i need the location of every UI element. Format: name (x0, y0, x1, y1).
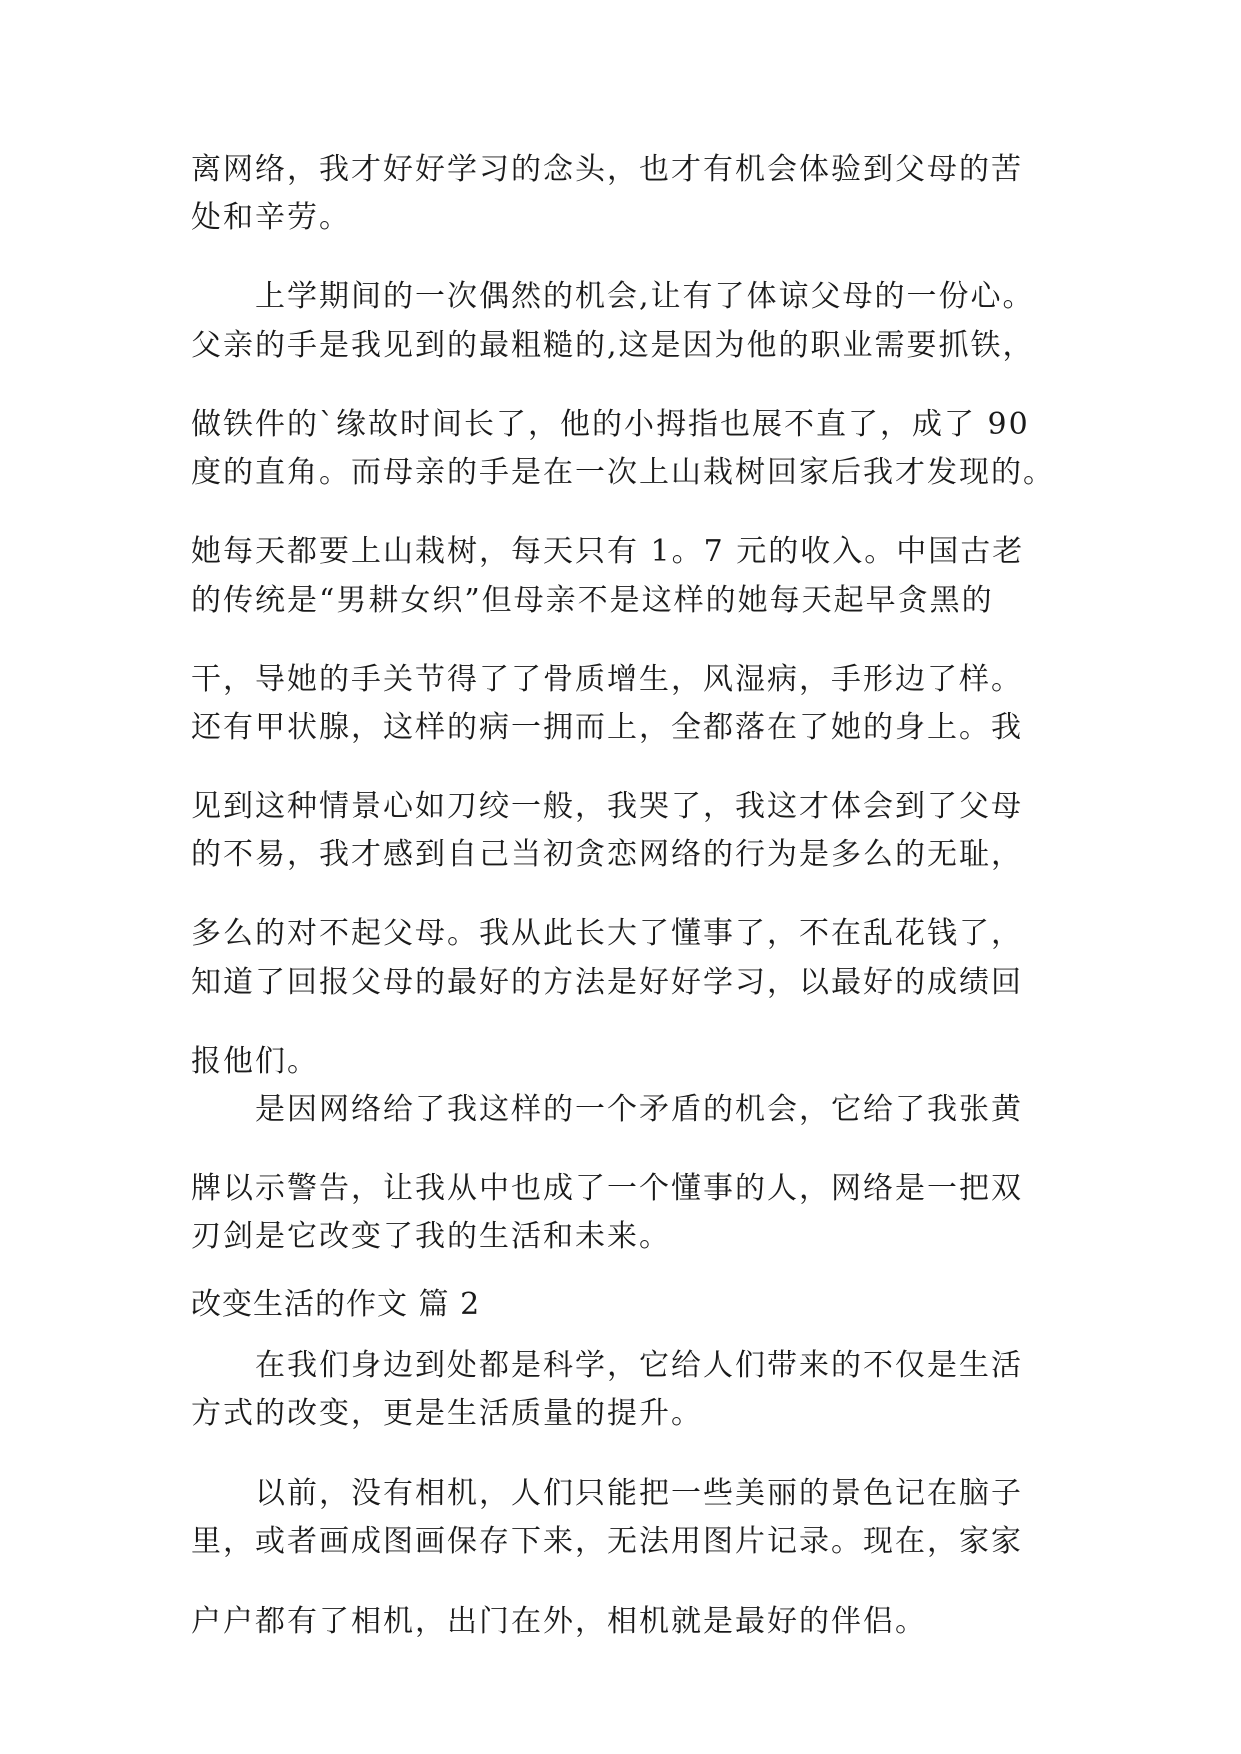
text-line: 户户都有了相机，出门在外，相机就是最好的伴侣。 (191, 1604, 927, 1639)
text-line: 父亲的手是我见到的最粗糙的,这是因为他的职业需要抓铁， (191, 328, 1035, 363)
text-line: 见到这种情景心如刀绞一般，我哭了，我这才体会到了父母 (191, 789, 1023, 824)
text-line: 知道了回报父母的最好的方法是好好学习，以最好的成绩回 (191, 965, 1023, 1000)
text-line: 的传统是“男耕女织”但母亲不是这样的她每天起早贪黑的 (191, 583, 994, 618)
text-line: 牌以示警告，让我从中也成了一个懂事的人，网络是一把双 (191, 1171, 1023, 1206)
text-line: 刃剑是它改变了我的生活和未来。 (191, 1219, 671, 1254)
text-line: 离网络，我才好好学习的念头，也才有机会体验到父母的苦 (191, 152, 1023, 187)
text-line: 她每天都要上山栽树，每天只有 1。7 元的收入。中国古老 (191, 534, 1025, 569)
text-line: 的不易，我才感到自己当初贪恋网络的行为是多么的无耻， (191, 837, 1023, 872)
text-line: 报他们。 (191, 1044, 319, 1079)
paragraph-first-line: 在我们身边到处都是科学，它给人们带来的不仅是生活 (255, 1348, 1023, 1383)
paragraph-first-line: 上学期间的一次偶然的机会,让有了体谅父母的一份心。 (255, 279, 1035, 314)
text-line: 方式的改变，更是生活质量的提升。 (191, 1396, 703, 1431)
text-line: 多么的对不起父母。我从此长大了懂事了，不在乱花钱了， (191, 916, 1023, 951)
text-line: 处和辛劳。 (191, 200, 351, 235)
text-line: 里，或者画成图画保存下来，无法用图片记录。现在，家家 (191, 1524, 1023, 1559)
paragraph-first-line: 以前，没有相机，人们只能把一些美丽的景色记在脑子 (255, 1476, 1023, 1511)
text-line: 干，导她的手关节得了了骨质增生，风湿病，手形边了样。 (191, 662, 1023, 697)
paragraph-first-line: 是因网络给了我这样的一个矛盾的机会，它给了我张黄 (255, 1092, 1023, 1127)
text-line: 还有甲状腺，这样的病一拥而上，全都落在了她的身上。我 (191, 710, 1023, 745)
text-line: 做铁件的`缘故时间长了，他的小拇指也展不直了，成了 90 (191, 407, 1030, 442)
section-heading: 改变生活的作文 篇 2 (191, 1287, 481, 1322)
text-line: 度的直角。而母亲的手是在一次上山栽树回家后我才发现的。 (191, 455, 1055, 490)
